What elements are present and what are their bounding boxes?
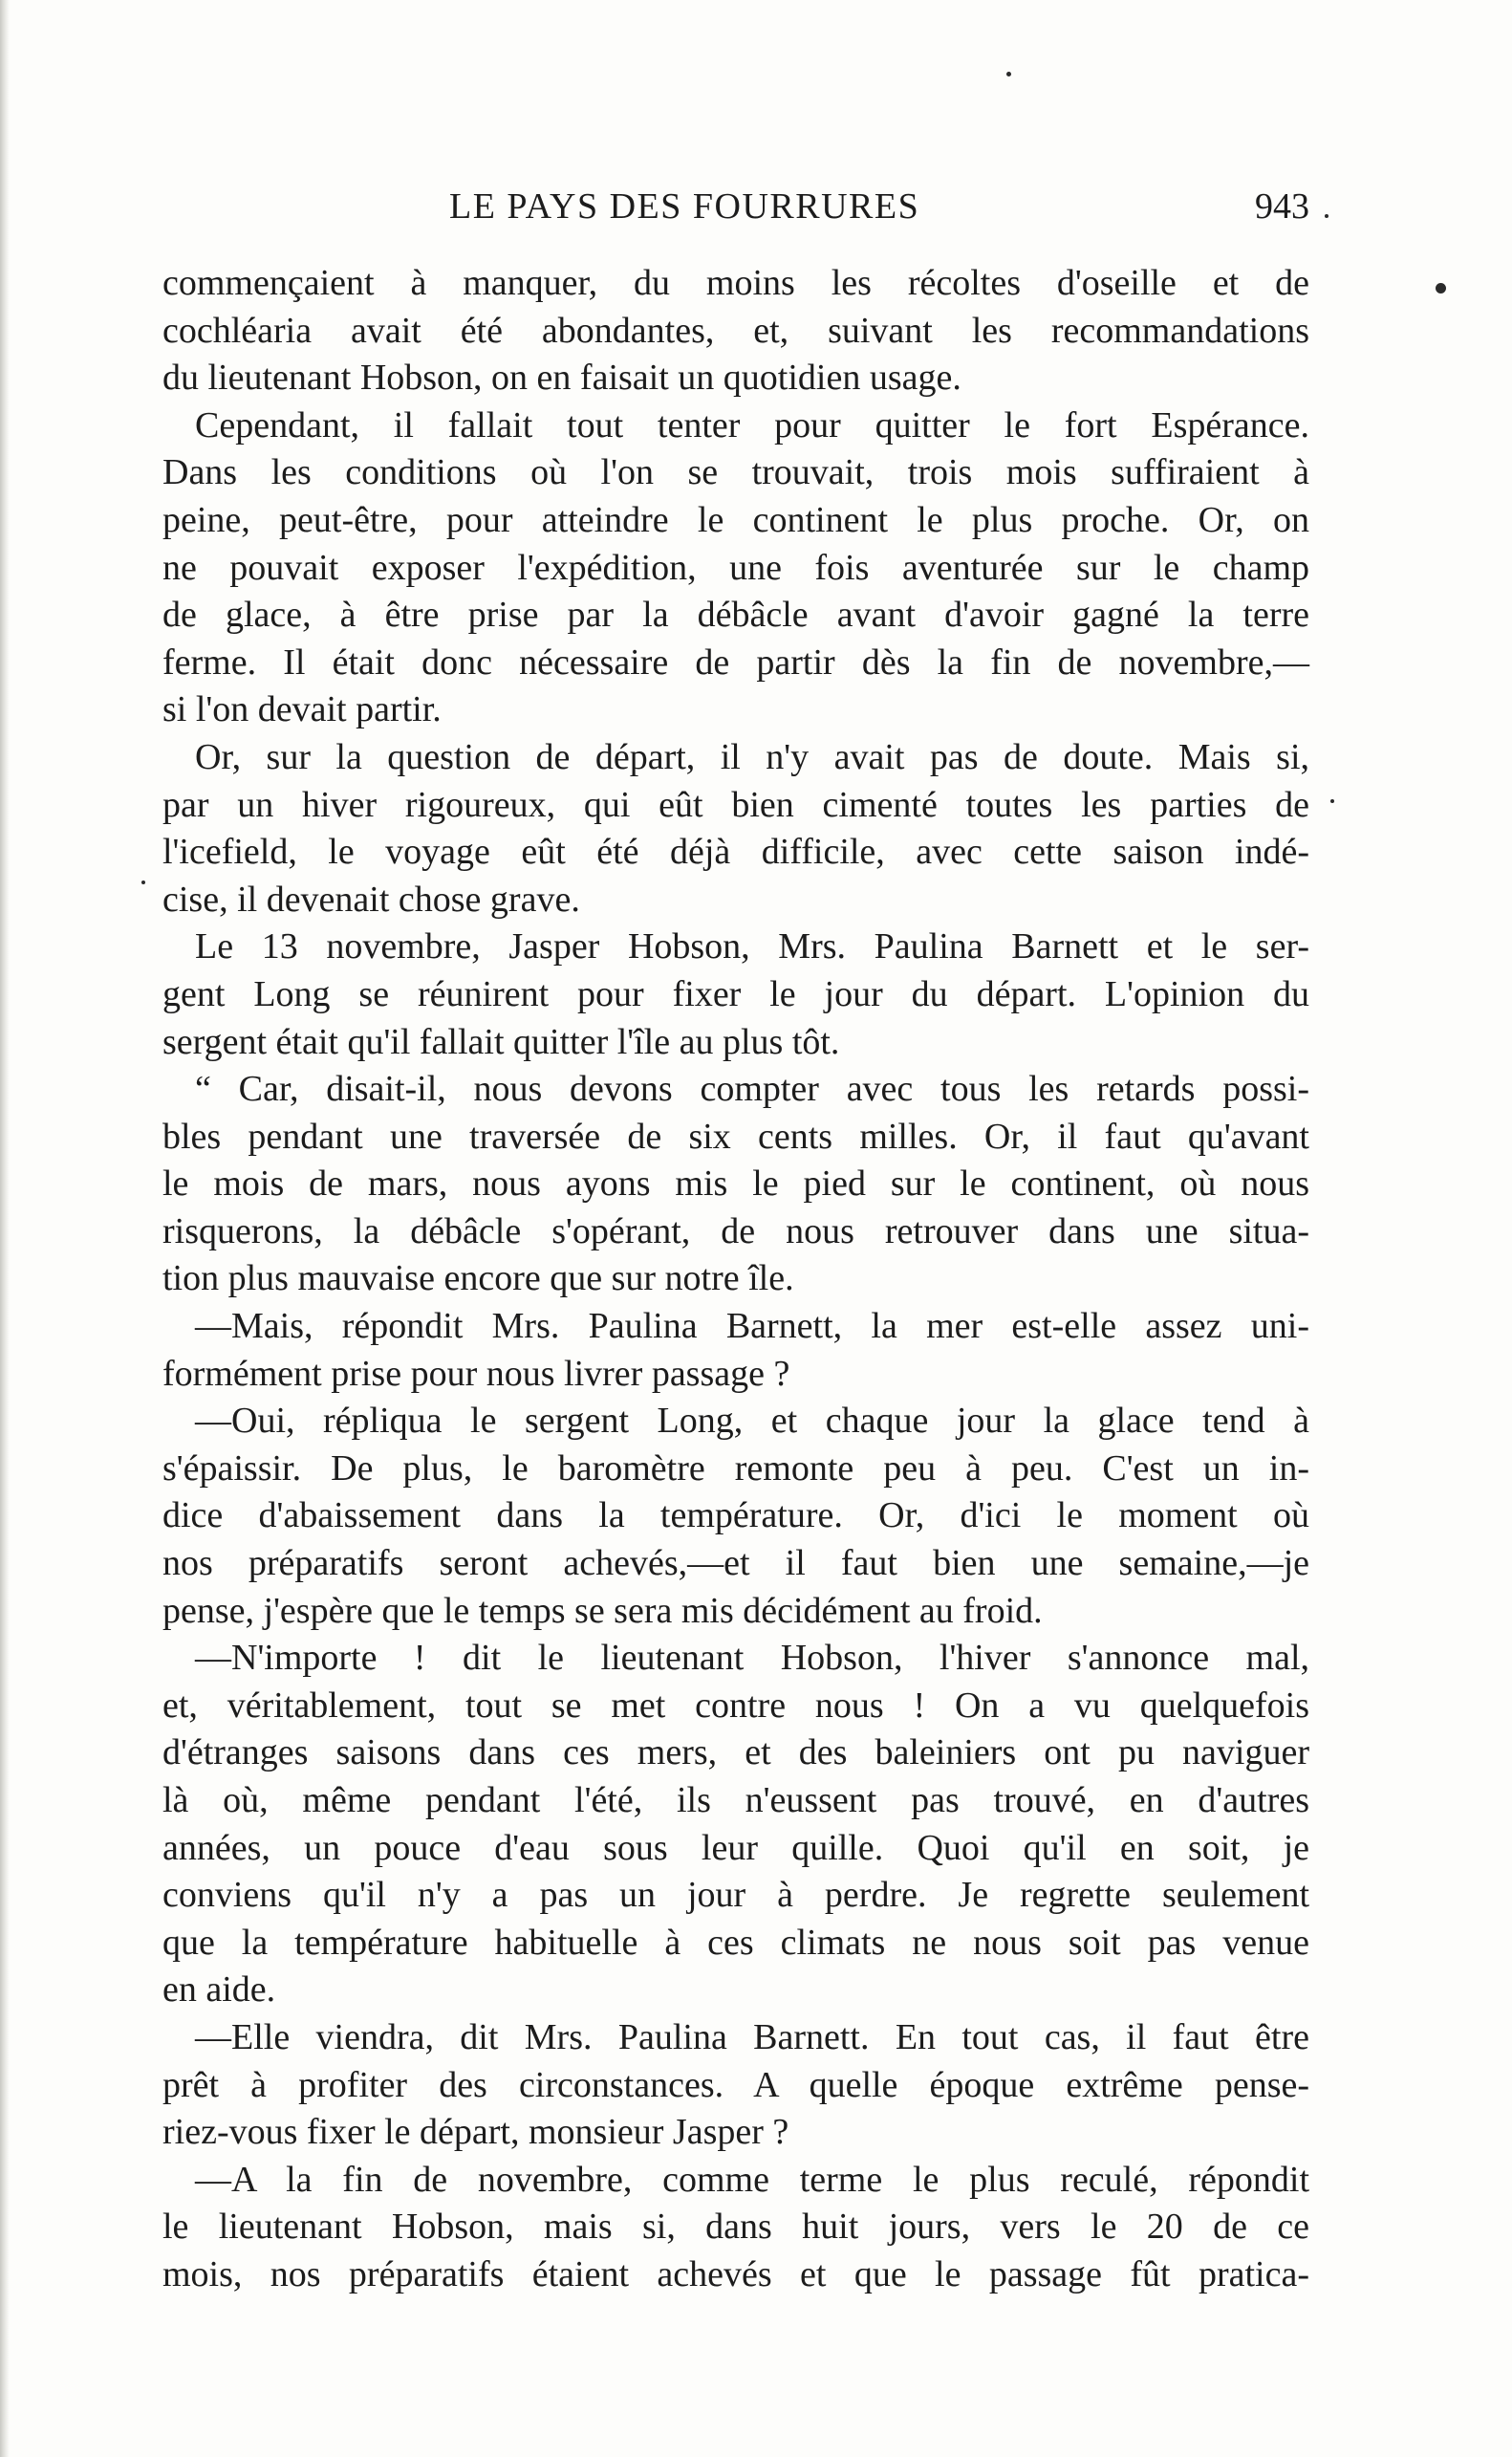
- ink-speck: [1325, 214, 1328, 218]
- text-line: —Mais, répondit Mrs. Paulina Barnett, la mer est-elle assez uni-: [195, 1306, 1309, 1347]
- text-line: —A la fin de novembre, comme terme le plus reculé, répondit: [195, 2159, 1309, 2200]
- text-line: l'icefield, le voyage eût été déjà difficile, avec cette saison indé-: [162, 832, 1309, 873]
- text-line: —Oui, répliqua le sergent Long, et chaque jour la glace tend à: [195, 1401, 1309, 1442]
- text-line: commençaient à manquer, du moins les récoltes d'oseille et de: [162, 263, 1309, 303]
- text-line: conviens qu'il n'y a pas un jour à perdre. Je regrette seulement: [162, 1875, 1309, 1916]
- text-line: le lieutenant Hobson, mais si, dans huit jours, vers le 20 de ce: [162, 2207, 1309, 2248]
- text-line: Dans les conditions où l'on se trouvait, trois mois suffiraient à: [162, 452, 1309, 493]
- text-line: du lieutenant Hobson, on en faisait un quotidien usage.: [162, 358, 961, 399]
- text-line: gent Long se réunirent pour fixer le jour du départ. L'opinion du: [162, 973, 1309, 1014]
- text-line: là où, même pendant l'été, ils n'eussent pas trouvé, en d'autres: [162, 1780, 1309, 1820]
- running-title: LE PAYS DES FOURRURES: [449, 186, 920, 227]
- page-edge-shadow: [0, 0, 10, 2457]
- text-line: “ Car, disait-il, nous devons compter avec tous les retards possi-: [195, 1069, 1309, 1110]
- page-number: 943: [1255, 186, 1309, 227]
- text-line: années, un pouce d'eau sous leur quille. Quoi qu'il en soit, je: [162, 1827, 1309, 1868]
- text-line: que la température habituelle à ces climats ne nous soit pas venue: [162, 1922, 1309, 1963]
- body-text: [162, 260, 1309, 2299]
- text-line: cise, il devenait chose grave.: [162, 879, 580, 920]
- text-line: Or, sur la question de départ, il n'y avait pas de doute. Mais si,: [195, 736, 1309, 777]
- ink-speck: [1006, 72, 1011, 76]
- text-line: cochléaria avait été abondantes, et, suivant les recommandations: [162, 310, 1309, 351]
- text-line: ne pouvait exposer l'expédition, une fois aventurée sur le champ: [162, 547, 1309, 588]
- text-line: formément prise pour nous livrer passage ?: [162, 1353, 790, 1394]
- text-line: s'épaissir. De plus, le baromètre remonte peu à peu. C'est un in-: [162, 1447, 1309, 1489]
- text-line: bles pendant une traversée de six cents milles. Or, il faut qu'avant: [162, 1116, 1309, 1157]
- text-line: —N'importe ! dit le lieutenant Hobson, l'hiver s'annonce mal,: [195, 1638, 1309, 1679]
- text-line: riez-vous fixer le départ, monsieur Jasper ?: [162, 2112, 789, 2153]
- text-line: pense, j'espère que le temps se sera mis décidément au froid.: [162, 1590, 1043, 1631]
- text-line: risquerons, la débâcle s'opérant, de nous retrouver dans une situa-: [162, 1210, 1309, 1251]
- text-line: en aide.: [162, 1969, 276, 2011]
- ink-speck: [1436, 283, 1446, 294]
- text-line: dice d'abaissement dans la température. Or, d'ici le moment où: [162, 1495, 1309, 1536]
- text-line: nos préparatifs seront achevés,—et il faut bien une semaine,—je: [162, 1543, 1309, 1584]
- text-line: Cependant, il fallait tout tenter pour quitter le fort Espérance.: [195, 404, 1309, 446]
- text-line: sergent était qu'il fallait quitter l'île au plus tôt.: [162, 1021, 840, 1062]
- text-line: —Elle viendra, dit Mrs. Paulina Barnett. En tout cas, il faut être: [195, 2016, 1309, 2057]
- text-line: le mois de mars, nous ayons mis le pied sur le continent, où nous: [162, 1163, 1309, 1205]
- text-line: prêt à profiter des circonstances. A quelle époque extrême pense-: [162, 2064, 1309, 2105]
- text-line: par un hiver rigoureux, qui eût bien cimenté toutes les parties de: [162, 784, 1309, 825]
- text-line: mois, nos préparatifs étaient achevés et que le passage fût pratica-: [162, 2253, 1309, 2294]
- text-line: si l'on devait partir.: [162, 689, 442, 730]
- text-line: et, véritablement, tout se met contre nous ! On a vu quelquefois: [162, 1685, 1309, 1726]
- text-line: tion plus mauvaise encore que sur notre île.: [162, 1258, 794, 1299]
- text-line: ferme. Il était donc nécessaire de partir dès la fin de novembre,—: [162, 641, 1309, 683]
- text-line: Le 13 novembre, Jasper Hobson, Mrs. Paulina Barnett et le ser-: [195, 926, 1309, 968]
- ink-speck: [1330, 799, 1334, 803]
- text-line: d'étranges saisons dans ces mers, et des baleiniers ont pu naviguer: [162, 1732, 1309, 1773]
- text-line: peine, peut-être, pour atteindre le continent le plus proche. Or, on: [162, 499, 1309, 540]
- text-line: de glace, à être prise par la débâcle avant d'avoir gagné la terre: [162, 595, 1309, 636]
- running-head: [162, 182, 1309, 231]
- ink-speck: [141, 881, 145, 884]
